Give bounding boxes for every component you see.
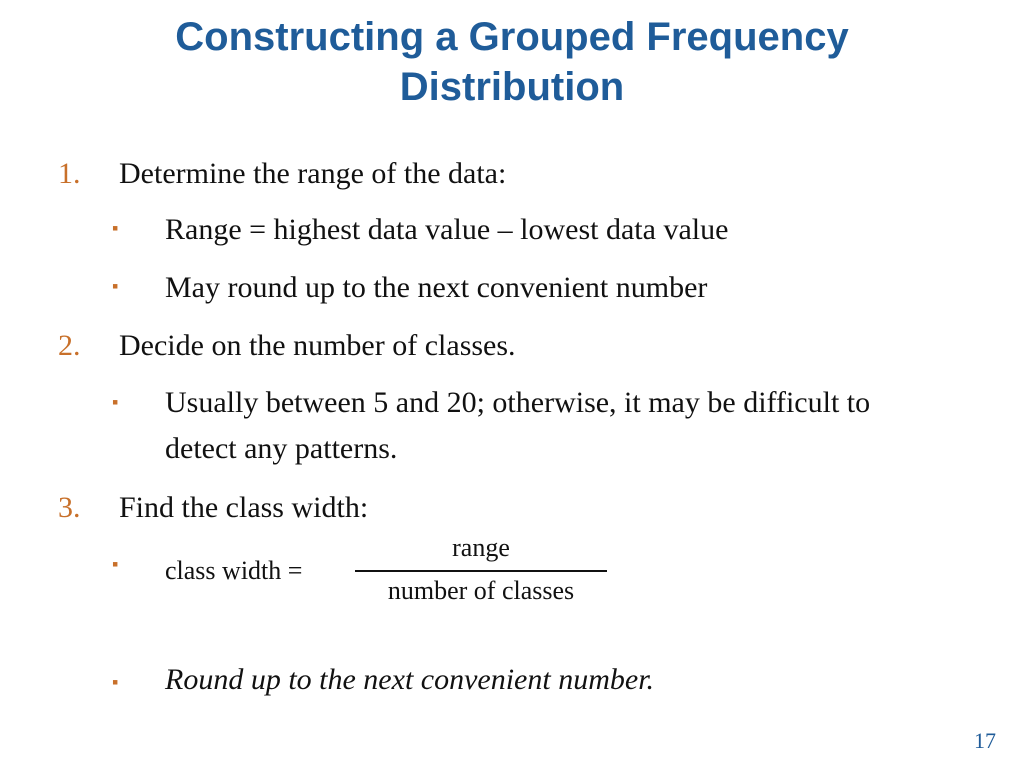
page-number: 17 [974,728,996,753]
step-1-bullet-2: May round up to the next convenient number [165,271,708,304]
formula-denominator: number of classes [387,576,575,605]
step-2-text: Decide on the number of classes. [119,329,516,362]
fraction-bar [355,570,607,572]
step-3-text: Find the class width: [119,491,369,524]
step-3-bullet-1: Round up to the next convenient number. [165,663,655,696]
step-3-number: 3. [58,491,81,524]
slide-title-line-2: Distribution [399,65,625,109]
step-2-number: 2. [58,329,81,362]
bullet-icon: ▪ [112,554,119,574]
step-1-number: 1. [58,157,81,190]
formula-fraction [355,530,607,606]
bullet-icon: ▪ [112,276,119,296]
bullet-icon: ▪ [112,392,119,412]
step-1-bullet-1: Range = highest data value – lowest data value [165,213,729,246]
formula-numerator: range [452,533,510,562]
step-2-bullet-1: Usually between 5 and 20; otherwise, it may be difficult to detect any patterns. [165,386,871,465]
bullet-icon: ▪ [112,672,119,692]
bullet-icon: ▪ [112,218,119,238]
formula-lhs: class width = [165,556,303,585]
slide-title-line-1: Constructing a Grouped Frequency [175,15,849,59]
step-1-text: Determine the range of the data: [119,157,507,190]
slide-title [0,12,1024,112]
